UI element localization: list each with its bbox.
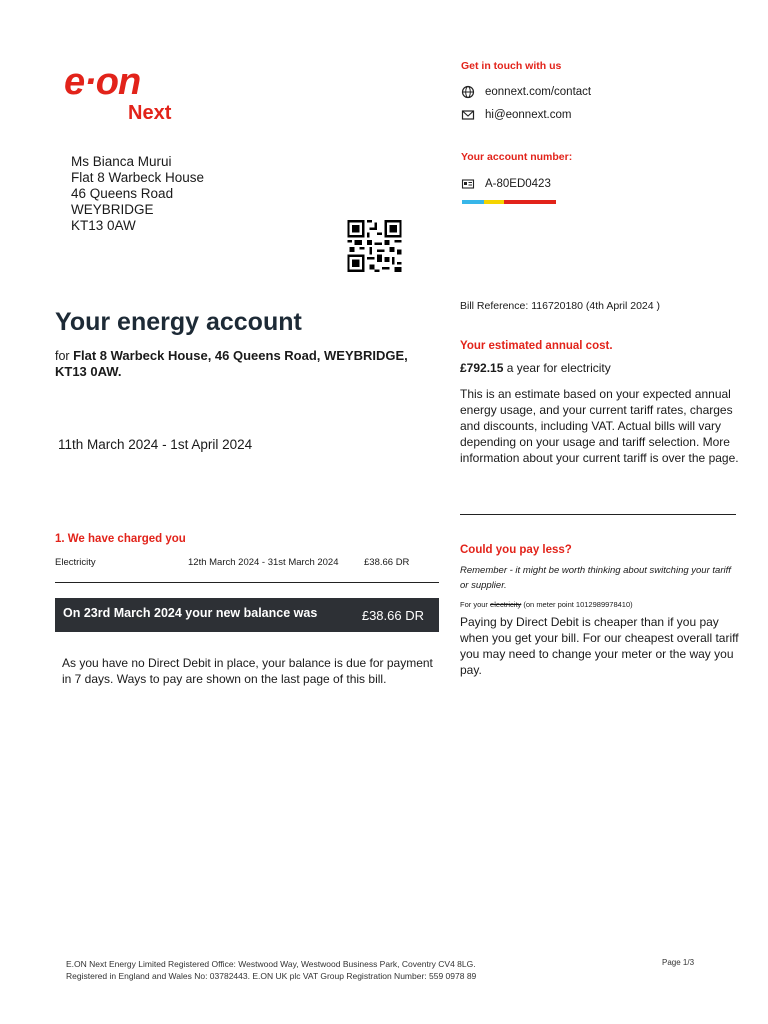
divider [460, 514, 736, 515]
meter-prefix: For your [460, 600, 488, 609]
estimate-heading: Your estimated annual cost. [460, 340, 613, 352]
email-row[interactable] [461, 108, 571, 122]
estimate-amount: £792.15 [460, 361, 504, 375]
balance-amount: £38.66 DR [361, 608, 424, 623]
balance-bar [55, 598, 439, 632]
account-number-heading: Your account number: [461, 151, 573, 163]
page-number: Page 1/3 [662, 958, 695, 967]
recipient-address [71, 154, 204, 234]
direct-debit-advice: Paying by Direct Debit is cheaper than if you pay when you get your bill. For our cheapest overall tariff you may need to change your meter or the way you pay. [460, 615, 739, 677]
logo-wordmark: e·on [64, 62, 141, 102]
account-number-row [461, 177, 551, 191]
balance-text: On 23rd March 2024 your new balance was [63, 606, 318, 620]
brand-color-stripe [462, 200, 556, 204]
charge-dates: 12th March 2024 - 31st March 2024 [188, 557, 339, 568]
charge-type: Electricity [55, 557, 96, 568]
globe-icon [461, 85, 475, 99]
footer-line: E.ON Next Energy Limited Registered Office: Westwood Way, Westwood Business Park, Coventry CV4 8LG. [66, 959, 476, 969]
footer-line: Registered in England and Wales No: 03782443. E.ON UK plc VAT Group Registration Number: 559 0978 89 [66, 971, 477, 981]
estimate-cost [460, 361, 611, 375]
meter-fuel: electricity [490, 600, 522, 609]
pay-less-heading: Could you pay less? [460, 544, 572, 556]
logo-next-text: Next [128, 102, 172, 124]
billing-period: 11th March 2024 - 1st April 2024 [58, 437, 253, 452]
address-line: KT13 0AW [71, 218, 136, 233]
website-row[interactable] [461, 85, 591, 99]
eon-next-logo [64, 62, 184, 124]
stripe-red [504, 200, 556, 204]
page-title-wrap [55, 308, 302, 337]
qr-code [347, 220, 402, 272]
divider [55, 582, 439, 583]
estimate-description: This is an estimate based on your expected annual energy usage, and your current tariff rates, charges and discounts, including VAT. Actual bills will vary depending on your usage and tariff selection. More information about your current tariff is over the page. [460, 387, 739, 465]
id-card-icon [461, 177, 475, 191]
page-title: Your energy account [55, 308, 302, 336]
payment-due-note: As you have no Direct Debit in place, your balance is due for payment in 7 days. Ways to pay are shown on the last page of this bill. [62, 656, 433, 686]
eon-logo-icon [64, 62, 184, 102]
meter-point-line [460, 600, 633, 609]
address-line: Ms Bianca Murui [71, 154, 172, 169]
stripe-blue [462, 200, 484, 204]
address-line: 46 Queens Road [71, 186, 174, 201]
for-prefix: for [55, 349, 70, 363]
switch-reminder: Remember - it might be worth thinking about switching your tariff or supplier. [460, 565, 731, 591]
contact-heading: Get in touch with us [461, 60, 562, 72]
mail-icon [461, 108, 475, 122]
website-link[interactable]: eonnext.com/contact [485, 86, 592, 98]
charges-heading: 1. We have charged you [55, 533, 186, 545]
footer-legal [66, 958, 476, 982]
email-link[interactable]: hi@eonnext.com [485, 109, 572, 121]
account-number: A-80ED0423 [485, 178, 551, 190]
bill-reference [460, 300, 660, 312]
bill-reference-value: 116720180 (4th April 2024 ) [531, 300, 661, 312]
meter-suffix: (on meter point 1012989978410) [523, 600, 633, 609]
charge-amount: £38.66 DR [364, 557, 410, 568]
stripe-yellow [484, 200, 504, 204]
estimate-amount-suffix: a year for electricity [506, 361, 611, 375]
address-line: Flat 8 Warbeck House [71, 170, 205, 185]
address-line: WEYBRIDGE [71, 202, 154, 217]
supply-address-text: Flat 8 Warbeck House, 46 Queens Road, WEYBRIDGE, KT13 0AW. [55, 348, 408, 379]
supply-address [55, 348, 415, 380]
bill-reference-label: Bill Reference: [460, 300, 529, 312]
qr-code-icon [347, 220, 402, 272]
